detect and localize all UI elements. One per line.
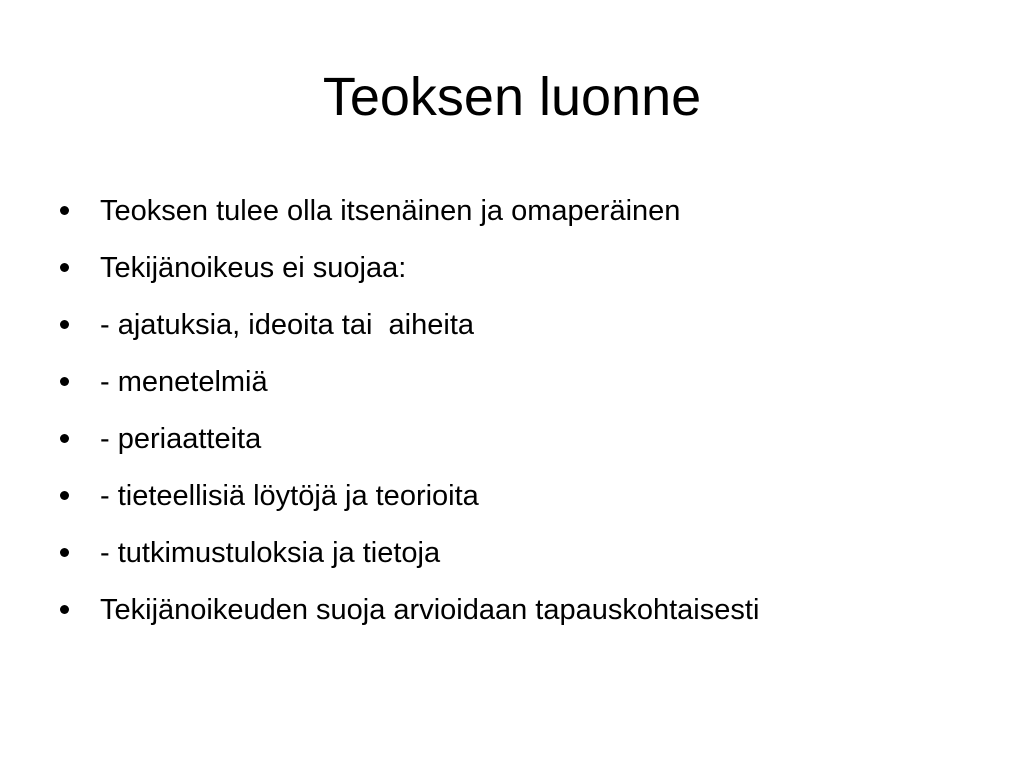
bullet-icon bbox=[60, 206, 69, 215]
bullet-icon bbox=[60, 377, 69, 386]
bullet-text: Tekijänoikeus ei suojaa: bbox=[100, 252, 407, 284]
bullet-item bbox=[60, 527, 1000, 584]
bullet-item bbox=[60, 584, 1000, 641]
bullet-text: - ajatuksia, ideoita tai aiheita bbox=[100, 309, 474, 341]
bullet-icon bbox=[60, 491, 69, 500]
bullet-item bbox=[60, 299, 1000, 356]
bullet-icon bbox=[60, 263, 69, 272]
bullet-item bbox=[60, 185, 1000, 242]
bullet-icon bbox=[60, 434, 69, 443]
bullet-text: - tutkimustuloksia ja tietoja bbox=[100, 537, 441, 569]
bullet-list bbox=[60, 185, 1000, 641]
bullet-text: - periaatteita bbox=[100, 423, 262, 455]
bullet-text: Teoksen tulee olla itsenäinen ja omaperäinen bbox=[100, 195, 681, 227]
bullet-icon bbox=[60, 320, 69, 329]
bullet-item bbox=[60, 470, 1000, 527]
bullet-item bbox=[60, 242, 1000, 299]
bullet-item bbox=[60, 413, 1000, 470]
slide-title: Teoksen luonne bbox=[322, 67, 702, 127]
bullet-text: - tieteellisiä löytöjä ja teorioita bbox=[100, 480, 479, 512]
bullet-text: - menetelmiä bbox=[100, 366, 268, 398]
bullet-icon bbox=[60, 548, 69, 557]
bullet-text: Tekijänoikeuden suoja arvioidaan tapauskohtaisesti bbox=[100, 594, 760, 626]
bullet-item bbox=[60, 356, 1000, 413]
bullet-icon bbox=[60, 605, 69, 614]
